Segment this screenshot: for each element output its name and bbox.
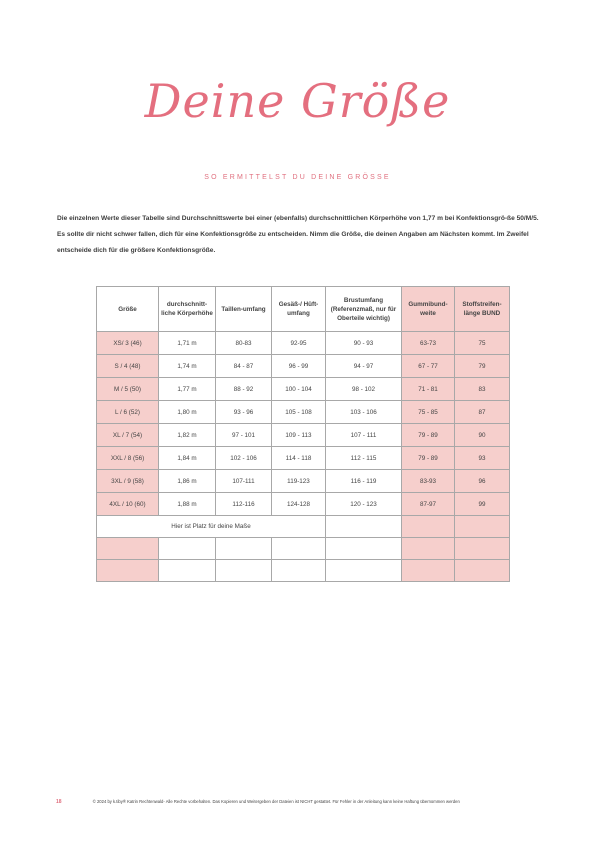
cell-waistband-length: 79 [455,355,510,378]
cell-waist: 93 - 96 [216,401,272,424]
custom-measure-note: Hier ist Platz für deine Maße [97,516,326,538]
empty-cell [272,560,326,582]
header-height: durchschnitt-liche Körperhöhe [159,287,216,332]
cell-hip: 96 - 99 [272,355,326,378]
cell-hip: 124-128 [272,493,326,516]
page-footer [56,799,546,805]
table-row [97,447,510,470]
cell-chest: 98 - 102 [326,378,402,401]
cell-chest: 107 - 111 [326,424,402,447]
cell-hip: 105 - 108 [272,401,326,424]
custom-measure-row [97,560,510,582]
cell-elastic-width: 83-93 [402,470,455,493]
header-elastic-width: Gummibund-weite [402,287,455,332]
cell-hip: 109 - 113 [272,424,326,447]
empty-cell [216,538,272,560]
empty-cell [216,560,272,582]
cell-waist: 84 - 87 [216,355,272,378]
empty-cell [455,538,510,560]
cell-waist: 107-111 [216,470,272,493]
header-hip: Gesäß-/ Hüft-umfang [272,287,326,332]
cell-height: 1,84 m [159,447,216,470]
header-waistband-length: Stoffstreifen-länge BUND [455,287,510,332]
cell-height: 1,71 m [159,332,216,355]
cell-height: 1,86 m [159,470,216,493]
empty-cell [402,560,455,582]
empty-cell [455,560,510,582]
cell-height: 1,88 m [159,493,216,516]
cell-elastic-width: 75 - 85 [402,401,455,424]
cell-hip: 92-95 [272,332,326,355]
cell-chest: 112 - 115 [326,447,402,470]
cell-waistband-length: 90 [455,424,510,447]
empty-cell [326,560,402,582]
cell-waist: 97 - 101 [216,424,272,447]
cell-elastic-width: 63-73 [402,332,455,355]
empty-cell [272,538,326,560]
size-table [96,286,510,582]
table-row [97,332,510,355]
cell-waistband-length: 75 [455,332,510,355]
cell-size: M / 5 (50) [97,378,159,401]
cell-height: 1,77 m [159,378,216,401]
cell-size: S / 4 (48) [97,355,159,378]
empty-cell [159,560,216,582]
cell-chest: 116 - 119 [326,470,402,493]
cell-waist: 112-116 [216,493,272,516]
empty-cell [326,538,402,560]
cell-waistband-length: 96 [455,470,510,493]
page-subtitle: SO ERMITTELST DU DEINE GRÖSSE [204,174,391,181]
cell-waistband-length: 83 [455,378,510,401]
table-row [97,355,510,378]
cell-elastic-width: 79 - 89 [402,424,455,447]
cell-size: L / 6 (52) [97,401,159,424]
cell-size: XXL / 8 (56) [97,447,159,470]
page-title: Deine Größe [144,74,451,128]
table-row [97,424,510,447]
cell-size: XS/ 3 (46) [97,332,159,355]
table-header-row [97,287,510,332]
custom-measure-row [97,538,510,560]
empty-cell [97,538,159,560]
cell-waistband-length: 99 [455,493,510,516]
cell-waistband-length: 93 [455,447,510,470]
cell-height: 1,80 m [159,401,216,424]
table-row [97,470,510,493]
cell-chest: 120 - 123 [326,493,402,516]
empty-cell [326,516,402,538]
empty-cell [97,560,159,582]
empty-cell [455,516,510,538]
cell-waistband-length: 87 [455,401,510,424]
empty-cell [402,516,455,538]
cell-waist: 102 - 106 [216,447,272,470]
custom-measure-row [97,516,510,538]
cell-hip: 114 - 118 [272,447,326,470]
header-waist: Taillen-umfang [216,287,272,332]
cell-waist: 88 - 92 [216,378,272,401]
cell-waist: 80-83 [216,332,272,355]
copyright-notice: © 2024 by k.tiby® Katrin Rechtenwald- Alle Rechte vorbehalten. Das Kopieren und Weitergeben der Dateien ist NICHT gestattet. Für Fehler in der Anleitung kann keine Haftung übernommen werden [92,799,460,804]
table-row [97,378,510,401]
empty-cell [159,538,216,560]
table-row [97,493,510,516]
page-number: 18 [56,799,62,805]
cell-size: 3XL / 9 (58) [97,470,159,493]
cell-elastic-width: 71 - 81 [402,378,455,401]
cell-chest: 103 - 106 [326,401,402,424]
cell-chest: 90 - 93 [326,332,402,355]
cell-elastic-width: 87-97 [402,493,455,516]
cell-size: XL / 7 (54) [97,424,159,447]
header-chest: Brustumfang (Referenzmaß, nur für Oberteile wichtig) [326,287,402,332]
cell-elastic-width: 79 - 89 [402,447,455,470]
header-size: Größe [97,287,159,332]
intro-paragraph: Die einzelnen Werte dieser Tabelle sind Durchschnittswerte bei einer (ebenfalls) durchschnittlichen Körperhöhe von 1,77 m bei Konfektionsgrö-ße 50/M/5. Es sollte dir nicht schwer fallen, dich für eine Konfektionsgröße zu entscheiden. Nimm die Größe, die deinen Angaben am Nächsten kommt. Im Zweifel entscheide dich für die größere Konfektionsgröße. [57,215,539,254]
cell-hip: 100 - 104 [272,378,326,401]
cell-chest: 94 - 97 [326,355,402,378]
cell-height: 1,74 m [159,355,216,378]
table-row [97,401,510,424]
empty-cell [402,538,455,560]
cell-hip: 119-123 [272,470,326,493]
cell-size: 4XL / 10 (60) [97,493,159,516]
cell-elastic-width: 67 - 77 [402,355,455,378]
cell-height: 1,82 m [159,424,216,447]
